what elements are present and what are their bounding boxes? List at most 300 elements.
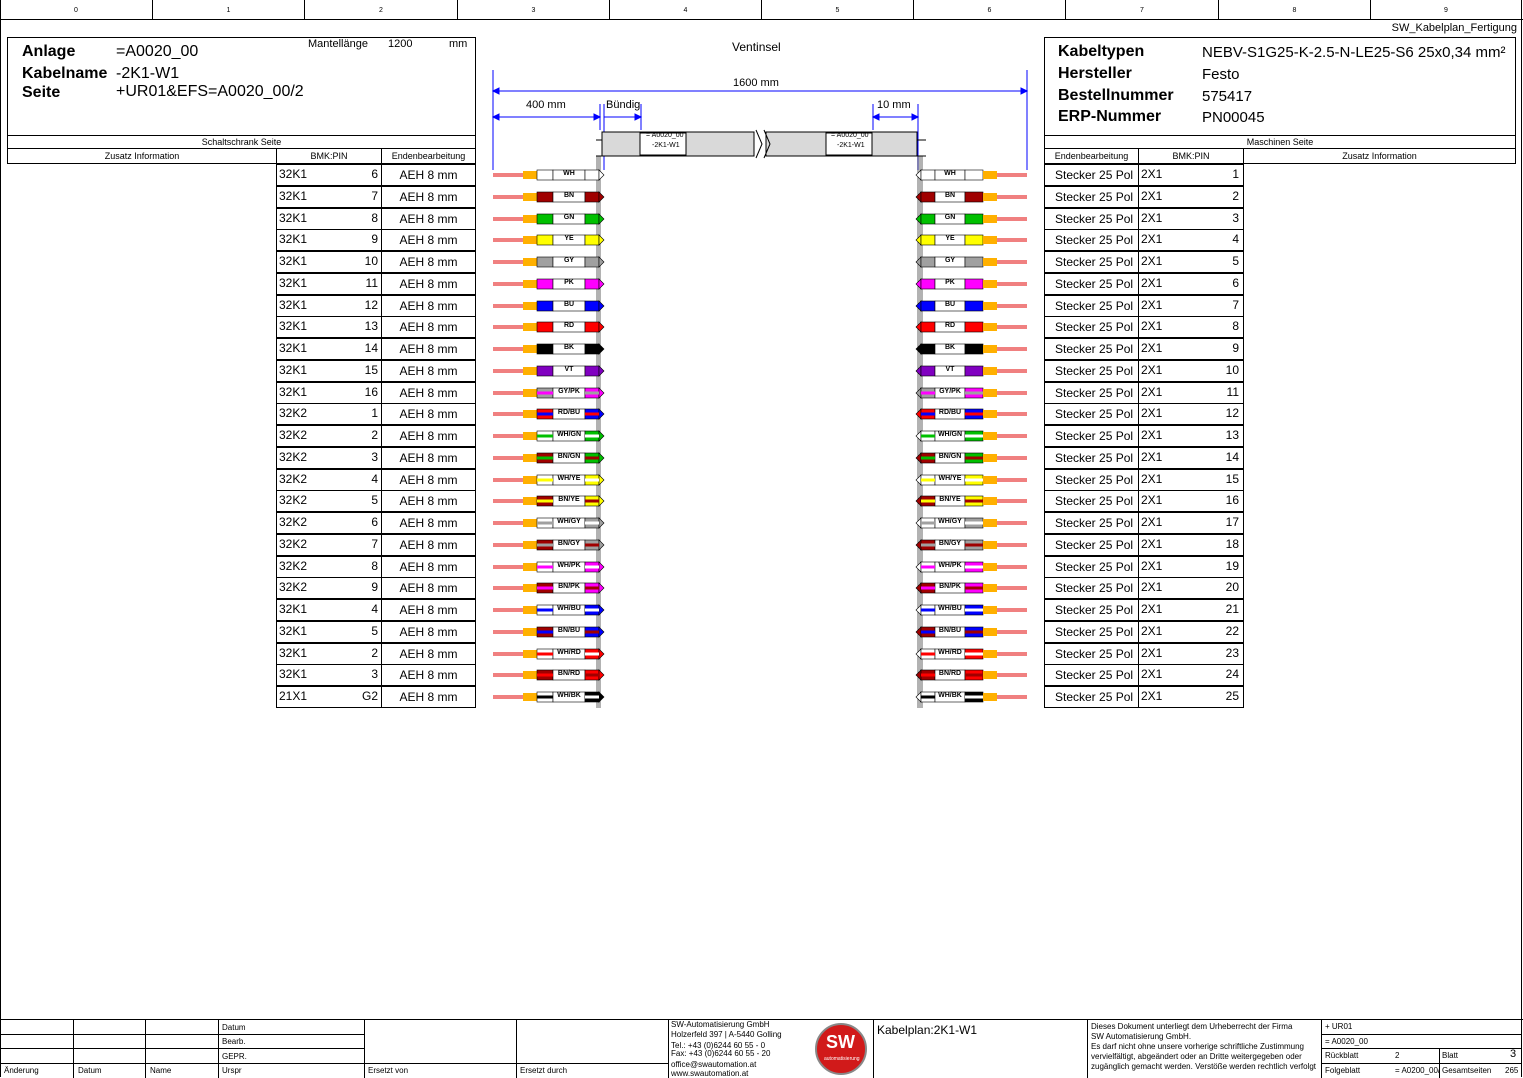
right-end: Stecker 25 Pol — [1044, 208, 1139, 230]
wire-color-code-left: BN/GY — [557, 540, 581, 547]
wire-insulation — [921, 257, 935, 267]
wire-tip — [916, 475, 921, 485]
right-pin: 17 — [1225, 515, 1239, 529]
left-bmk: 32K1 — [279, 254, 308, 268]
hersteller-label: Hersteller — [1058, 65, 1132, 82]
right-pin: 23 — [1225, 646, 1239, 660]
wire-insulation — [585, 322, 599, 332]
wire-color-code-right: VT — [945, 366, 955, 373]
ferrule — [523, 171, 537, 179]
left-pin: 2 — [371, 428, 378, 442]
wire-color-code-left: YE — [564, 235, 574, 242]
left-end: AEH 8 mm — [381, 664, 476, 686]
bestellnummer-label: Bestellnummer — [1058, 87, 1174, 104]
right-pin: 15 — [1225, 472, 1239, 486]
wire-color-code-right: BN/GY — [938, 540, 962, 547]
right-end: Stecker 25 Pol — [1044, 599, 1139, 621]
ferrule — [983, 323, 997, 331]
right-pin: 16 — [1225, 493, 1239, 507]
wire-color-code-left: WH/PK — [557, 562, 581, 569]
left-pin: 4 — [371, 602, 378, 616]
right-bmk: 2X1 — [1141, 319, 1163, 333]
wire-tip — [916, 692, 921, 702]
left-end: AEH 8 mm — [381, 469, 476, 491]
wire-color-code-left: WH/RD — [557, 649, 581, 656]
logo-text: SW — [826, 1032, 855, 1052]
wire-insulation — [537, 366, 553, 376]
right-pin: 24 — [1225, 667, 1239, 681]
left-pin: 4 — [371, 472, 378, 486]
left-bmk: 32K2 — [279, 493, 308, 507]
wire-color-code-right: WH/YE — [938, 475, 962, 482]
tb-datum: Datum — [222, 1023, 246, 1032]
wire-tip — [916, 366, 921, 376]
wire-color-code-left: BN/RD — [557, 670, 581, 677]
copyright-line: Es darf nicht ohne unsere vorherige schriftliche Zustimmung — [1091, 1042, 1304, 1051]
left-pin: G2 — [361, 689, 378, 703]
left-end: AEH 8 mm — [381, 338, 476, 360]
wire-tip — [916, 649, 921, 659]
wire-color-code-left: WH/GN — [556, 431, 582, 438]
ferrule — [523, 497, 537, 505]
left-pin: 15 — [364, 363, 378, 377]
copyright-line: Dieses Dokument unterliegt dem Urheberrecht der Firma — [1091, 1022, 1293, 1031]
wire-tip — [916, 214, 921, 224]
copyright-line: zugänglich gemacht werden. Verstöße werden rechtlich verfolgt — [1091, 1062, 1317, 1071]
erp-value: PN00045 — [1202, 109, 1265, 126]
ferrule — [983, 345, 997, 353]
wire-tip — [599, 301, 604, 311]
wire-tip — [916, 170, 921, 180]
tb-aenderung: Änderung — [4, 1066, 39, 1075]
wire-insulation — [965, 192, 983, 202]
tb-ersetzt-von: Ersetzt von — [368, 1066, 409, 1075]
ruler-cell: 9 — [1444, 7, 1448, 14]
right-bmk: 2X1 — [1141, 689, 1163, 703]
wire-tip — [599, 496, 604, 506]
ferrule — [523, 693, 537, 701]
left-end: AEH 8 mm — [381, 382, 476, 404]
tb-blatt-label: Blatt — [1442, 1051, 1459, 1060]
wire-tip — [916, 192, 921, 202]
wire-insulation — [585, 257, 599, 267]
ruler-cell: 0 — [0, 0, 153, 19]
right-bmk: 2X1 — [1141, 559, 1163, 573]
wire-color-code-left: WH/BU — [557, 605, 581, 612]
wire-tip — [916, 388, 921, 398]
ferrule — [523, 193, 537, 201]
wire-color-code-right: WH/GY — [938, 518, 962, 525]
left-pin: 1 — [371, 406, 378, 420]
right-end: Stecker 25 Pol — [1044, 229, 1139, 251]
tb-urspr: Urspr — [222, 1066, 242, 1075]
left-pin: 12 — [364, 298, 378, 312]
wire-insulation — [921, 322, 935, 332]
wire-insulation — [921, 235, 935, 245]
right-end: Stecker 25 Pol — [1044, 382, 1139, 404]
right-bmk: 2X1 — [1141, 667, 1163, 681]
ferrule — [523, 389, 537, 397]
wire-tip — [599, 431, 604, 441]
dim-flush-label: Bündig — [606, 99, 641, 111]
wire-graphic — [0, 360, 1523, 382]
ferrule — [983, 628, 997, 636]
wire-graphic — [0, 447, 1523, 469]
ferrule — [523, 650, 537, 658]
tb-blatt: 3 — [1510, 1048, 1517, 1060]
left-end: AEH 8 mm — [381, 208, 476, 230]
wire-insulation — [585, 366, 599, 376]
left-pin: 3 — [371, 450, 378, 464]
wire-color-code-left: BU — [563, 301, 575, 308]
company-name: SW-Automatisierung GmbH — [671, 1020, 770, 1029]
kabelname-label: Kabelname — [22, 65, 108, 82]
ferrule — [523, 584, 537, 592]
wire-color-code-right: YE — [945, 235, 955, 242]
ferrule — [983, 258, 997, 266]
wire-insulation — [965, 214, 983, 224]
wire-tip — [599, 279, 604, 289]
left-bmk: 32K1 — [279, 646, 308, 660]
right-bmk: 2X1 — [1141, 385, 1163, 399]
right-end: Stecker 25 Pol — [1044, 469, 1139, 491]
right-end: Stecker 25 Pol — [1044, 447, 1139, 469]
wire-tip — [599, 562, 604, 572]
wire-color-code-right: WH/PK — [938, 562, 962, 569]
mantel-value: 1200 — [388, 38, 413, 50]
right-end: Stecker 25 Pol — [1044, 621, 1139, 643]
bestellnummer-value: 575417 — [1202, 88, 1253, 105]
wire-insulation — [921, 279, 935, 289]
ferrule — [983, 584, 997, 592]
wire-color-code-left: GY/PK — [558, 388, 580, 395]
wire-graphic — [0, 599, 1523, 621]
right-pin: 10 — [1225, 363, 1239, 377]
left-end: AEH 8 mm — [381, 251, 476, 273]
right-end: Stecker 25 Pol — [1044, 295, 1139, 317]
ferrule — [983, 606, 997, 614]
right-end: Stecker 25 Pol — [1044, 556, 1139, 578]
wire-color-code-left: WH/GY — [557, 518, 581, 525]
wire-tip — [599, 366, 604, 376]
left-end: AEH 8 mm — [381, 316, 476, 338]
wire-tip — [599, 170, 604, 180]
wire-color-code-right: PK — [945, 279, 955, 286]
right-bmk: 2X1 — [1141, 602, 1163, 616]
right-bmk: 2X1 — [1141, 406, 1163, 420]
ferrule — [523, 236, 537, 244]
right-bmk: 2X1 — [1141, 472, 1163, 486]
wire-graphic — [0, 229, 1523, 251]
right-end: Stecker 25 Pol — [1044, 403, 1139, 425]
kabelname-value: -2K1-W1 — [116, 65, 180, 82]
wire-color-code-left: RD — [563, 322, 575, 329]
ruler-cell: 8 — [1219, 0, 1371, 19]
wire-color-code-right: BN — [944, 192, 956, 199]
right-pin: 13 — [1225, 428, 1239, 442]
ferrule — [523, 258, 537, 266]
ferrule — [983, 671, 997, 679]
wire-color-code-right: BK — [944, 344, 956, 351]
ferrule — [523, 280, 537, 288]
wire-tip — [916, 627, 921, 637]
left-end: AEH 8 mm — [381, 295, 476, 317]
left-bmk: 32K2 — [279, 472, 308, 486]
copyright-line: SW Automatisierung GmbH. — [1091, 1032, 1192, 1041]
ferrule — [983, 193, 997, 201]
left-bmk: 32K2 — [279, 559, 308, 573]
mantel-unit: mm — [449, 38, 468, 50]
left-col-end: Endenbearbeitung — [381, 148, 476, 164]
wire-color-code-left: BN/GN — [557, 453, 581, 460]
left-end: AEH 8 mm — [381, 425, 476, 447]
left-bmk: 32K1 — [279, 167, 308, 181]
left-end: AEH 8 mm — [381, 512, 476, 534]
copyright-line: vervielfältigt, abgeändert oder an Dritte weitergegeben oder — [1091, 1052, 1302, 1061]
tb-ersetzt-durch: Ersetzt durch — [520, 1066, 568, 1075]
left-bmk: 21X1 — [279, 689, 308, 703]
left-bmk: 32K1 — [279, 363, 308, 377]
right-bmk: 2X1 — [1141, 537, 1163, 551]
ferrule — [983, 693, 997, 701]
ferrule — [983, 454, 997, 462]
ferrule — [523, 345, 537, 353]
wire-color-code-right: BN/PK — [939, 583, 961, 590]
ferrule — [983, 280, 997, 288]
wire-tip — [599, 605, 604, 615]
cable-tag-left-2: -2K1-W1 — [652, 142, 680, 149]
wire-color-code-left: WH — [563, 170, 575, 177]
wire-insulation — [965, 301, 983, 311]
dim-right-label: 10 mm — [877, 99, 911, 111]
right-pin: 3 — [1232, 211, 1239, 225]
right-pin: 22 — [1225, 624, 1239, 638]
left-end: AEH 8 mm — [381, 186, 476, 208]
left-pin: 7 — [371, 189, 378, 203]
ferrule — [523, 410, 537, 418]
ferrule — [983, 410, 997, 418]
left-end: AEH 8 mm — [381, 686, 476, 708]
left-bmk: 32K1 — [279, 602, 308, 616]
right-bmk: 2X1 — [1141, 189, 1163, 203]
left-bmk: 32K1 — [279, 276, 308, 290]
right-bmk: 2X1 — [1141, 276, 1163, 290]
ferrule — [523, 563, 537, 571]
wire-insulation — [921, 192, 935, 202]
left-bmk: 32K1 — [279, 298, 308, 312]
right-bmk: 2X1 — [1141, 211, 1163, 225]
wire-graphic — [0, 295, 1523, 317]
left-end: AEH 8 mm — [381, 556, 476, 578]
wire-graphic — [0, 512, 1523, 534]
wire-color-code-right: BN/GN — [938, 453, 962, 460]
ruler-cell: 3 — [458, 0, 610, 19]
wire-tip — [599, 670, 604, 680]
wire-insulation — [585, 192, 599, 202]
ruler-cell: 1 — [153, 0, 305, 19]
wire-graphic — [0, 469, 1523, 491]
wire-color-code-right: WH/BU — [938, 605, 962, 612]
wire-color-code-left: WH/YE — [557, 475, 581, 482]
hersteller-value: Festo — [1202, 66, 1240, 83]
ruler-cell: 4 — [610, 0, 762, 19]
right-bmk: 2X1 — [1141, 515, 1163, 529]
wire-graphic — [0, 403, 1523, 425]
wire-insulation — [965, 366, 983, 376]
ruler-cell: 7 — [1066, 0, 1219, 19]
ferrule — [523, 541, 537, 549]
wire-graphic — [0, 664, 1523, 686]
ferrule — [983, 497, 997, 505]
ferrule — [523, 367, 537, 375]
ferrule — [983, 171, 997, 179]
right-col-end: Endenbearbeitung — [1044, 148, 1139, 164]
left-end: AEH 8 mm — [381, 360, 476, 382]
left-end: AEH 8 mm — [381, 490, 476, 512]
right-bmk: 2X1 — [1141, 167, 1163, 181]
wire-insulation — [965, 235, 983, 245]
seite-value: +UR01&EFS=A0020_00/2 — [116, 83, 304, 100]
ferrule — [983, 476, 997, 484]
right-pin: 12 — [1225, 406, 1239, 420]
wire-graphic — [0, 338, 1523, 360]
wire-tip — [916, 409, 921, 419]
right-end: Stecker 25 Pol — [1044, 512, 1139, 534]
wire-color-code-right: GN — [944, 214, 956, 221]
wire-tip — [916, 431, 921, 441]
tb-gesamt-label: Gesamtseiten — [1442, 1066, 1492, 1075]
left-bmk: 32K2 — [279, 450, 308, 464]
ferrule — [523, 432, 537, 440]
right-bmk: 2X1 — [1141, 450, 1163, 464]
anlage-value: =A0020_00 — [116, 43, 199, 60]
wire-tip — [916, 562, 921, 572]
right-pin: 2 — [1232, 189, 1239, 203]
ruler-cell: 6 — [914, 0, 1066, 19]
right-end: Stecker 25 Pol — [1044, 164, 1139, 186]
ferrule — [983, 367, 997, 375]
left-pin: 8 — [371, 559, 378, 573]
wire-tip — [599, 540, 604, 550]
right-bmk: 2X1 — [1141, 580, 1163, 594]
ferrule — [983, 563, 997, 571]
wire-color-code-right: BN/RD — [938, 670, 962, 677]
wire-color-code-right: BN/BU — [938, 627, 962, 634]
kabeltypen-label: Kabeltypen — [1058, 43, 1145, 60]
wire-insulation — [537, 344, 553, 354]
left-pin: 11 — [365, 276, 378, 290]
left-pin: 9 — [371, 232, 378, 246]
wire-insulation — [537, 170, 553, 180]
wire-graphic — [0, 621, 1523, 643]
right-pin: 19 — [1225, 559, 1239, 573]
wire-insulation — [537, 301, 553, 311]
left-pin: 8 — [371, 211, 378, 225]
wire-tip — [916, 322, 921, 332]
right-group-header: Maschinen Seite — [1044, 135, 1516, 149]
left-end: AEH 8 mm — [381, 599, 476, 621]
left-end: AEH 8 mm — [381, 164, 476, 186]
left-pin: 16 — [364, 385, 378, 399]
right-end: Stecker 25 Pol — [1044, 273, 1139, 295]
wire-color-code-left: PK — [564, 279, 574, 286]
wire-insulation — [585, 214, 599, 224]
company-web: www.swautomation.at — [671, 1069, 749, 1078]
wire-graphic — [0, 643, 1523, 665]
right-end: Stecker 25 Pol — [1044, 664, 1139, 686]
ferrule — [523, 454, 537, 462]
wire-tip — [599, 649, 604, 659]
right-end: Stecker 25 Pol — [1044, 643, 1139, 665]
ferrule — [523, 519, 537, 527]
right-pin: 14 — [1225, 450, 1239, 464]
left-bmk: 32K1 — [279, 319, 308, 333]
wire-color-code-right: RD/BU — [938, 409, 962, 416]
right-pin: 7 — [1232, 298, 1239, 312]
wire-tip — [599, 322, 604, 332]
left-bmk: 32K1 — [279, 385, 308, 399]
right-bmk: 2X1 — [1141, 232, 1163, 246]
left-end: AEH 8 mm — [381, 534, 476, 556]
anlage-label: Anlage — [22, 43, 76, 60]
ferrule — [523, 302, 537, 310]
right-end: Stecker 25 Pol — [1044, 316, 1139, 338]
wire-insulation — [585, 344, 599, 354]
ruler-cell: 2 — [305, 0, 458, 19]
wire-insulation — [965, 322, 983, 332]
wire-tip — [599, 388, 604, 398]
kabeltypen-value: NEBV-S1G25-K-2.5-N-LE25-S6 25x0,34 mm² — [1202, 44, 1506, 61]
wire-tip — [916, 453, 921, 463]
wire-tip — [599, 627, 604, 637]
ferrule — [983, 389, 997, 397]
right-pin: 4 — [1232, 232, 1239, 246]
left-pin: 13 — [364, 319, 378, 333]
wire-tip — [916, 235, 921, 245]
left-end: AEH 8 mm — [381, 577, 476, 599]
wire-color-code-left: BK — [563, 344, 575, 351]
wire-tip — [916, 540, 921, 550]
wire-color-code-left: BN — [563, 192, 575, 199]
wire-tip — [916, 583, 921, 593]
right-end: Stecker 25 Pol — [1044, 686, 1139, 708]
seite-label: Seite — [22, 84, 61, 101]
wire-color-code-right: WH — [944, 170, 956, 177]
wire-color-code-left: RD/BU — [557, 409, 581, 416]
dim-left-label: 400 mm — [526, 99, 566, 111]
right-bmk: 2X1 — [1141, 363, 1163, 377]
ferrule — [983, 236, 997, 244]
left-bmk: 32K1 — [279, 211, 308, 225]
center-title: Ventinsel — [732, 40, 781, 54]
right-pin: 18 — [1225, 537, 1239, 551]
cable-tag-left-1: = A0020_00 — [646, 132, 684, 139]
ferrule — [983, 519, 997, 527]
ferrule — [983, 541, 997, 549]
left-bmk: 32K2 — [279, 580, 308, 594]
left-end: AEH 8 mm — [381, 621, 476, 643]
wire-tip — [916, 301, 921, 311]
ferrule — [983, 302, 997, 310]
left-end: AEH 8 mm — [381, 229, 476, 251]
left-col-bmk: BMK:PIN — [276, 148, 382, 164]
wire-insulation — [537, 257, 553, 267]
wire-insulation — [585, 301, 599, 311]
right-end: Stecker 25 Pol — [1044, 186, 1139, 208]
wire-color-code-right: WH/BK — [938, 692, 962, 699]
right-bmk: 2X1 — [1141, 493, 1163, 507]
wire-color-code-left: GY — [563, 257, 575, 264]
